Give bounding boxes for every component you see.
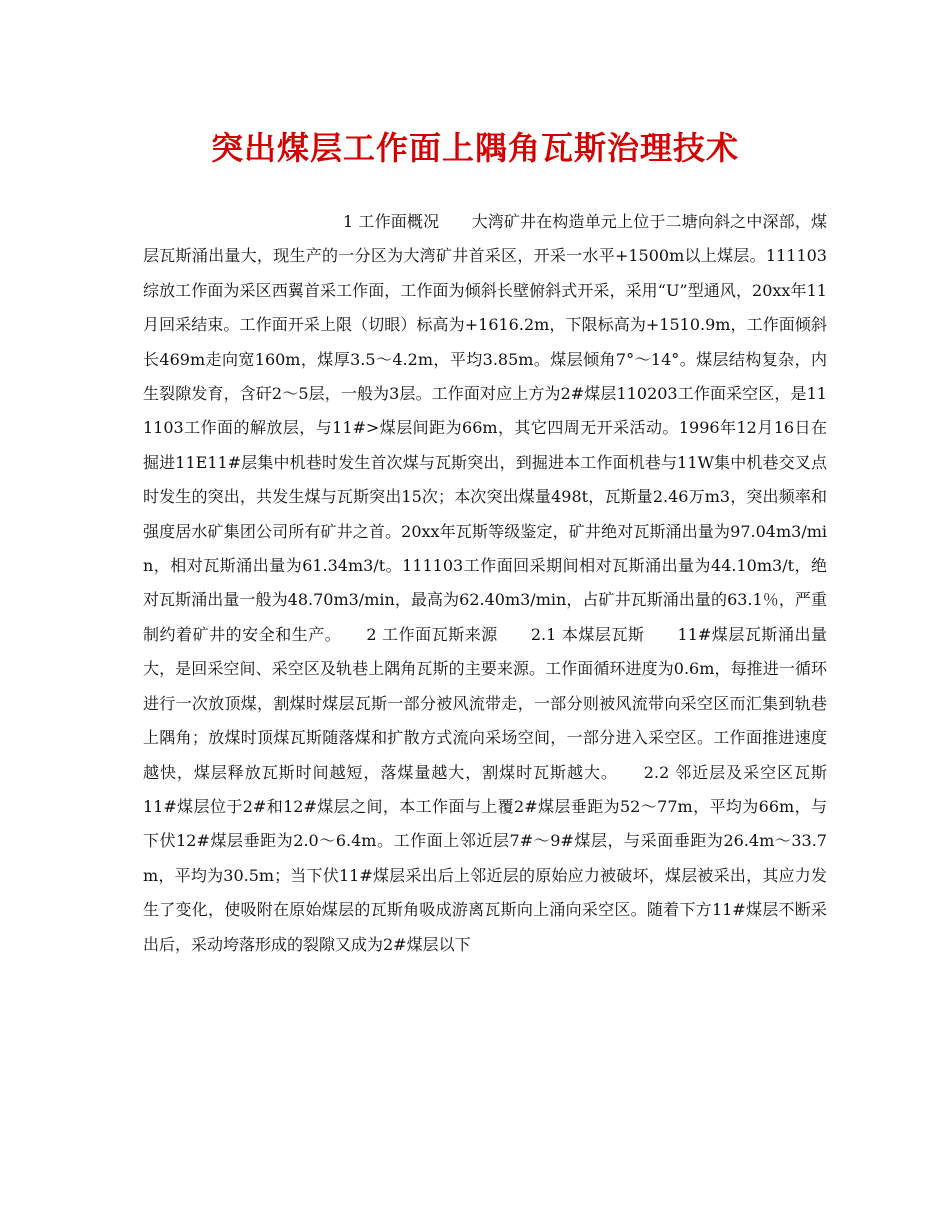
- document-title: 突出煤层工作面上隅角瓦斯治理技术: [210, 129, 739, 167]
- body-text-content: 1 工作面概况 大湾矿井在构造单元上位于二塘向斜之中深部，煤层瓦斯涌出量大，现生产的一分区为大湾矿井首采区，开采一水平+1500m以上煤层。111103综放工作面为采区西翼首采工作面，工作面为倾斜长壁俯斜式开采，采用“U”型通风，20xx年11月回采结束。工作面开采上限（切眼）标高为+1616.2m，下限标高为+1510.9m，工作面倾斜长469m走向宽160m，煤厚3.5～4.2m，平均3.85m。煤层倾角7°～14°。煤层结构复杂，内生裂隙发育，含矸2～5层，一般为3层。工作面对应上方为2#煤层110203工作面采空区，是111103工作面的解放层，与11#>煤层间距为66m，其它四周无开采活动。1996年12月16日在掘进11E11#层集中机巷时发生首次煤与瓦斯突出，到掘进本工作面机巷与11W集中机巷交叉点时发生的突出，共发生煤与瓦斯突出15次；本次突出煤量498t，瓦斯量2.46万m3，突出频率和强度居水矿集团公司所有矿井之首。20xx年瓦斯等级鉴定，矿井绝对瓦斯涌出量为97.04m3/min，相对瓦斯涌出量为61.34m3/t。111103工作面回采期间相对瓦斯涌出量为44.10m3/t，绝对瓦斯涌出量一般为48.70m3/min，最高为62.40m3/min，占矿井瓦斯涌出量的63.1％，严重制约着矿井的安全和生产。 2 工作面瓦斯来源 2.1 本煤层瓦斯 11#煤层瓦斯涌出量大，是回采空间、采空区及轨巷上隅角瓦斯的主要来源。工作面循环进度为0.6m，每推进一循环进行一次放顶煤，割煤时煤层瓦斯一部分被风流带走，一部分则被风流带向采空区而汇集到轨巷上隅角；放煤时顶煤瓦斯随落煤和扩散方式流向采场空间，一部分进入采空区。工作面推进速度越快，煤层释放瓦斯时间越短，落煤量越大，割煤时瓦斯越大。 2.2 邻近层及采空区瓦斯 11#煤层位于2#和12#煤层之间，本工作面与上覆2#煤层垂距为52～77m，平均为66m，与下伏12#煤层垂距为2.0～6.4m。工作面上邻近层7#～9#煤层，与采面垂距为26.4m～33.7m，平均为30.5m；当下伏11#煤层采出后上邻近层的原始应力被破坏，煤层被采出，其应力发生了变化，使吸附在原始煤层的瓦斯角吸成游离瓦斯向上涌向采空区。随着下方11#煤层不断采出后，采动垮落形成的裂隙又成为2#煤层以下: [143, 212, 860, 954]
- document-body: [143, 205, 860, 962]
